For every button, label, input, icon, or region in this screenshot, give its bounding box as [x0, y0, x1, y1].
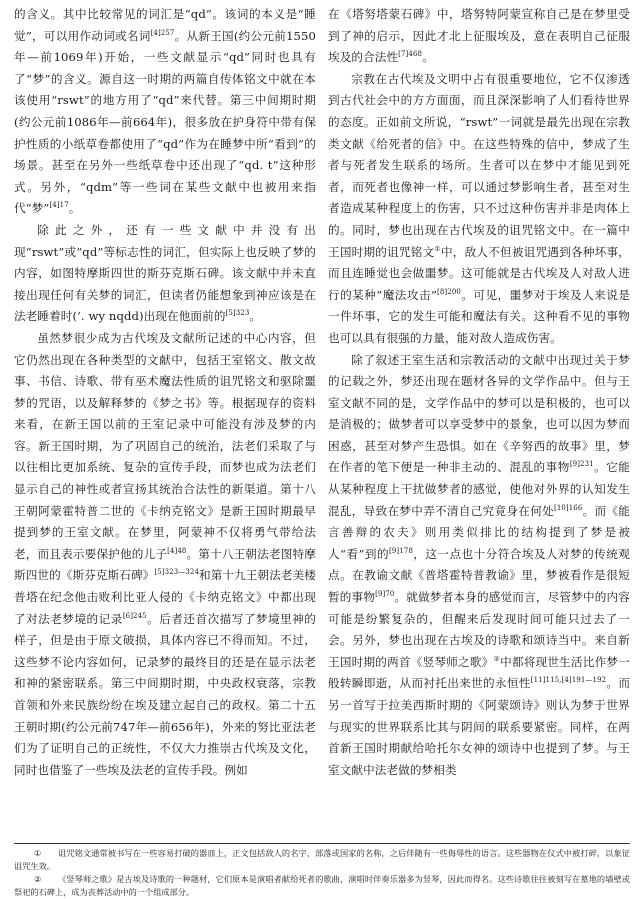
- citation-mark: [9]231: [569, 460, 594, 469]
- paragraph-text: 。可见，噩梦对于埃及人来说是一件坏事，它的发生可能和魔法有关。这种看不见的事物也可以具有很强的力量，能对敌人造成伤害。: [328, 287, 630, 345]
- footnotes: [14, 847, 630, 899]
- footnote-text: 诅咒铭文通常被书写在一些容易打破的器皿上，正文包括敌人的名字、部落或国家的名称，之后伴随有一些侮辱性的语言。这些器物在仪式中被打碎，以象征诅咒生效。: [14, 848, 630, 871]
- paragraph: [328, 69, 630, 350]
- paragraph-text: 。就做梦者本身的感觉而言，尽管梦中的内容可能是纷繁复杂的，但醒来后发现时间可能只过去了一会。另外，梦也出现在古埃及的诗歌和颂诗当中。来自新王国时期的两首《竖琴师之歌》: [328, 590, 630, 669]
- paragraph: [14, 328, 316, 781]
- citation-mark: ①: [434, 244, 441, 253]
- paragraph-text: 的含义。其中比较常见的词汇是“qd”。该词的本义是“睡觉”，可以用作动词或名词: [14, 7, 316, 43]
- citation-mark: [4]257: [150, 28, 175, 37]
- citation-mark: [4]17: [49, 201, 69, 210]
- citation-mark: [8]200: [437, 287, 461, 296]
- paragraph: [328, 4, 630, 69]
- paragraph-text: 。第十八王朝法老图特摩斯四世的《斯芬克斯石碑》: [14, 546, 316, 583]
- footnote-mark: ②: [34, 874, 42, 884]
- paragraph-text: 除此之外，还有一些文献中并没有出现“rswt”或“qd”等标志性的词汇，但实际上也反映了梦的内容，如图特摩斯四世的斯芬克斯石碑。该文献中并未直接出现任何有关梦的词汇，但读者仍能想象到神应该是在法老睡着时(‘. wy nqdd)出现在他面前的: [14, 222, 316, 324]
- paragraph-text: 。而另一首写于拉美西斯时期的《阿蒙颂诗》则认为梦于世界与现实的世界联系比其与阴间的联系要紧密。同样，在两首新王国时期献给哈托尔女神的颂诗中也提到了梦。与王室文献中法老做的梦相类: [328, 676, 631, 777]
- citation-mark: [9]70: [375, 590, 395, 599]
- paragraph-text: 。从新王国(约公元前1550年—前1069年)开始，一些文献显示“qd”同时也具有了“梦”的含义。源自这一时期的两篇自传体铭文中就在本该使用“rswt”的地方用了“qd”来代替。第三中间期时期(约公元前1086年—前664年)，很多放在护身符中带有保护性质的小纸草卷都使用了“qd”作为在睡梦中所“看到”的场景。甚至在另外一些纸草卷中还出现了“qd. t”这种形式。另外，“qdm”等一些词在某些文献中也被用来指代“梦”: [14, 28, 316, 216]
- citation-mark: [6]245: [122, 611, 147, 620]
- footnote-divider: [14, 843, 630, 844]
- citation-mark: ②: [493, 654, 501, 663]
- paragraph-text: 宗教在古代埃及文明中占有很重要地位，它不仅渗透到古代社会中的方方面面，而且深深影响了人们看待世界的态度。正如前文所说，“rswt”一词就是最先出现在宗教类文献《给死者的信》中。在这些特殊的信中，梦成了生者与死者发生联系的场所。生者可以在梦中才能见到死者，而死者也像神一样，可以通过梦影响生者，甚至对生者造成某种程度上的伤害，只不过这种伤害并非是肉体上的。同时，梦也出现在古代埃及的诅咒铭文中。在一篇中王国时期的诅咒铭文: [328, 71, 630, 259]
- paragraph-text: 。后者还首次描写了梦境里神的样子，但是由于原文破损，具体内容已不得而知。不过，这些梦不论内容如何，记录梦的最终目的还是在显示法老和神的紧密联系。第三中间期时期，中央政权衰落，宗教首领和外来民族纷纷在埃及建立起自己的政权。第二十五王朝时期(约公元前747年—前656年)，外来的努比亚法老们为了证明自己的正统性，不仅大力推崇古代埃及文化，同时也借鉴了一些埃及法老的宣传手段。例如: [14, 611, 316, 777]
- paragraph-text: 中都将现世生活比作梦一般转瞬即逝，从而衬托出来世的永恒性: [328, 654, 630, 691]
- citation-mark: [5]323—324: [154, 568, 200, 577]
- footnote-mark: ①: [34, 848, 42, 858]
- citation-mark: [11]115,[4]191—192: [530, 676, 607, 685]
- paragraph-text: 。它能从某种程度上干扰做梦者的感觉，使他对外界的认知发生混乱，导致在梦中弄不清自己究竟身在何处: [328, 460, 630, 518]
- paragraph-text: 。而《能言善辩的农夫》则用类似排比的结构提到了梦是被人“看”到的: [328, 503, 630, 561]
- citation-mark: [7]468: [398, 50, 423, 59]
- paragraph-text: ，这一点也十分符合埃及人对梦的传统观点。在教谕文献《普塔霍特普教谕》里，梦被看作是很短暂的事物: [328, 546, 630, 605]
- citation-mark: [5]323: [225, 309, 250, 318]
- paragraph-text: 。: [249, 309, 262, 324]
- footnote: [14, 873, 630, 898]
- citation-mark: [10]166: [553, 503, 583, 512]
- paragraph-text: 在《塔努塔蒙石碑》中，塔努特阿蒙宣称自己是在梦里受到了神的启示，因此才北上征服埃及，意在表明自己征服埃及的合法性: [328, 7, 630, 65]
- citation-mark: [9]178: [389, 546, 413, 555]
- paragraph-text: 。: [422, 50, 434, 65]
- paragraph: [14, 4, 316, 220]
- paragraph-text: 和第十九王朝法老美楼普塔在纪念他击败利比亚人侵的《卡纳克铭文》中都出现了对法老梦境的记录: [14, 568, 316, 626]
- paragraph-text: 中，敌人不但被诅咒遇到各种坏事，而且连睡觉也会做噩梦。这可能就是古代埃及人对敌人进行的某种“魔法攻击”: [328, 244, 630, 302]
- citation-mark: [4]48: [167, 546, 187, 555]
- right-column: [328, 4, 630, 781]
- paragraph: [328, 350, 630, 782]
- paragraph-text: 。: [68, 201, 81, 216]
- paragraph-text: 虽然梦很少成为古代埃及文献所记述的中心内容，但它仍然出现在各种类型的文献中，包括王室铭文、散文故事、书信、诗歌、带有巫术魔法性质的诅咒铭文和驱除噩梦的咒语，以及解释梦的《梦之书》等。根据现存的资料来看，在新王国以前的王室记录中可能没有涉及梦的内容。新王国时期，为了巩固自己的统治，法老们采取了与以往相比更加系统、复杂的宣传手段，而梦也成为法老们显示自己的神性或者宣扬其统治合法性的新渠道。第十八王朝阿蒙霍特普二世的《卡纳克铭文》是新王国时期最早提到梦的王室文献。在梦里，阿蒙神不仅将勇气带给法老，而且表示要保护他的儿子: [14, 330, 316, 561]
- footnote: [14, 847, 630, 872]
- paragraph: [14, 220, 316, 328]
- paragraph-text: 除了叙述王室生活和宗教活动的文献中出现过关于梦的记载之外，梦还出现在题材各异的文学作品中。但与王室文献不同的是，文学作品中的梦可以是积极的，也可以是消极的；做梦者可以享受梦中的景象，也可以因为梦而困惑，甚至对梦产生恐惧。如在《辛努西的故事》里，梦在作者的笔下便是一种非主动的、混乱的事物: [328, 352, 630, 475]
- footnote-text: 《竖琴师之歌》是古埃及诗歌的一种题材，它们原本是演唱者献给死者的歌曲，演唱时伴奏乐器多为竖琴，因此而得名。这些诗歌往往被刻写在墓地的墙壁或祭祀的石碑上，成为丧葬活动中的一个组成部分。: [14, 874, 630, 897]
- left-column: [14, 4, 316, 781]
